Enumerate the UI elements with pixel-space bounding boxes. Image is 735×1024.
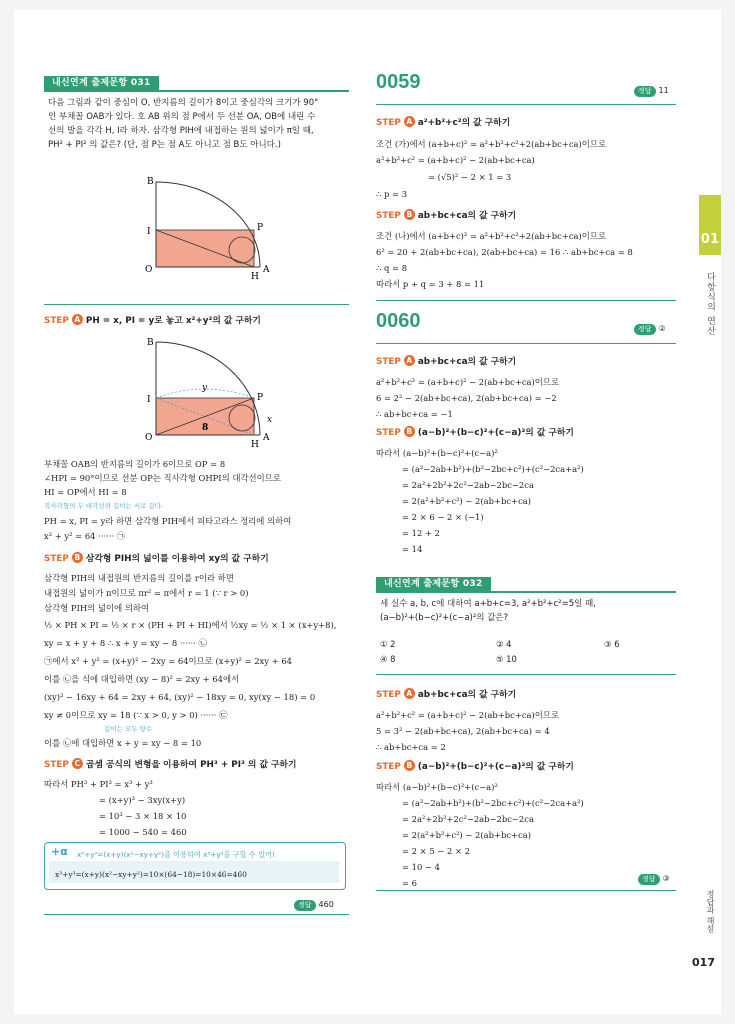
answer-label: 정답 bbox=[294, 900, 316, 911]
tip-title: x³+y³=(x+y)(x²−xy+y²)을 이용하여 x³+y³을 구할 수 있어! bbox=[77, 850, 275, 859]
answer-badge bbox=[638, 872, 670, 886]
solution-line: xy ≠ 0이므로 xy = 18 (∵ x > 0, y > 0) ······ ㉢ bbox=[44, 710, 228, 720]
tip-body: x³+y³=(x+y)(x²−xy+y²)=10×(64−18)=10×46=460 bbox=[55, 870, 247, 879]
step-title: (a−b)²+(b−c)²+(c−a)²의 값 구하기 bbox=[417, 428, 574, 438]
step-b-heading bbox=[376, 760, 574, 775]
step-title: 곱셈 공식의 변형을 이용하여 PH³ + PI³ 의 값 구하기 bbox=[85, 760, 297, 770]
solution-line: 부채꼴 OAB의 반지름의 길이가 6이므로 OP = 8 bbox=[44, 459, 226, 469]
step-letter: A bbox=[72, 314, 83, 325]
solution-line: HI = OP에서 HI = 8 bbox=[44, 487, 127, 497]
solution-line: 이를 ㉡에 대입하면 x + y = xy − 8 = 10 bbox=[44, 738, 202, 748]
solution-line: = 6 bbox=[402, 878, 418, 888]
solution-line: ∴ q = 8 bbox=[376, 263, 408, 273]
answer-value: 460 bbox=[318, 900, 334, 909]
solution-line: = 2 × 6 − 2 × (−1) bbox=[402, 512, 484, 522]
divider bbox=[376, 343, 676, 344]
step-letter: B bbox=[404, 209, 415, 220]
solution-line: a²+b²+c² = (a+b+c)² − 2(ab+bc+ca)이므로 bbox=[376, 710, 560, 720]
question-line: 선의 발을 각각 H, I라 하자. 삼각형 PIH에 내접하는 원의 넓이가 π일 때, bbox=[48, 126, 314, 136]
answer-badge bbox=[634, 322, 666, 336]
solution-line: x² + y² = 64 ······ ㉠ bbox=[44, 531, 126, 541]
solution-line: 6 = 2² − 2(ab+bc+ca), 2(ab+bc+ca) = −2 bbox=[376, 393, 557, 403]
solution-line: 5 = 3² − 2(ab+bc+ca), 2(ab+bc+ca) = 4 bbox=[376, 726, 550, 736]
answer-label: 정답 bbox=[634, 324, 656, 335]
solution-line: = 2a²+2b²+2c²−2ab−2bc−2ca bbox=[402, 480, 534, 490]
figure-sector-2 bbox=[104, 330, 304, 455]
label-A: A bbox=[263, 265, 270, 275]
header-rule bbox=[376, 591, 676, 593]
answer-value: 11 bbox=[658, 86, 669, 95]
step-label: STEP bbox=[376, 428, 401, 438]
side-note: 직사각형의 두 대각선의 길이는 서로 같다. bbox=[44, 502, 164, 510]
step-b-heading bbox=[376, 426, 574, 441]
solution-line: = 14 bbox=[402, 544, 423, 554]
step-letter: B bbox=[72, 552, 83, 563]
step-label: STEP bbox=[376, 357, 401, 367]
solution-line: ∴ ab+bc+ca = −1 bbox=[376, 409, 453, 419]
solution-line: = (a²−2ab+b²)+(b²−2bc+c²)+(c²−2ca+a²) bbox=[402, 464, 584, 474]
step-a-heading bbox=[376, 355, 516, 370]
step-title: a²+b²+c²의 값 구하기 bbox=[417, 118, 511, 128]
tip-box bbox=[44, 842, 346, 890]
choice-2: ② 4 bbox=[496, 639, 512, 649]
solution-line: ∴ p = 3 bbox=[376, 189, 408, 199]
solution-line: = (x+y)³ − 3xy(x+y) bbox=[99, 795, 186, 805]
page-number: 017 bbox=[692, 956, 715, 969]
choice-1: ① 2 bbox=[380, 639, 396, 649]
step-a-heading bbox=[44, 314, 261, 329]
solution-line: 삼각형 PIH의 넓이에 의하여 bbox=[44, 603, 150, 613]
divider bbox=[44, 304, 349, 305]
answer-badge bbox=[634, 84, 669, 98]
solution-line: 따라서 p + q = 3 + 8 = 11 bbox=[376, 279, 485, 289]
step-letter: A bbox=[404, 688, 415, 699]
divider bbox=[376, 674, 676, 675]
step-label: STEP bbox=[44, 760, 69, 770]
label-B: B bbox=[147, 338, 154, 348]
divider bbox=[376, 300, 676, 301]
solution-line: 내접원의 넓이가 π이므로 πr² = π에서 r = 1 (∵ r > 0) bbox=[44, 588, 249, 598]
solution-line: xy = x + y + 8 ∴ x + y = xy − 8 ······ ㉡ bbox=[44, 638, 207, 648]
step-label: STEP bbox=[376, 762, 401, 772]
step-c-heading bbox=[44, 758, 297, 773]
chapter-title: 다항식의 연산 bbox=[705, 272, 715, 336]
step-letter: B bbox=[404, 760, 415, 771]
label-A: A bbox=[263, 433, 270, 443]
solution-line: = 2a²+2b²+2c²−2ab−2bc−2ca bbox=[402, 814, 534, 824]
step-letter: B bbox=[404, 426, 415, 437]
solution-line: = 12 + 2 bbox=[402, 528, 441, 538]
choice-5: ⑤ 10 bbox=[496, 654, 517, 664]
solution-line: ½ × PH × PI = ½ × r × (PH + PI + HI)에서 ½xy = ½ × 1 × (x+y+8), bbox=[44, 620, 337, 630]
step-b-heading bbox=[44, 552, 269, 567]
side-note: 길이는 모두 양수 bbox=[104, 725, 153, 733]
label-O: O bbox=[145, 265, 153, 275]
solution-line: 조건 (나)에서 (a+b+c)² = a²+b²+c²+2(ab+bc+ca)이므로 bbox=[376, 231, 607, 241]
choice-4: ④ 8 bbox=[380, 654, 396, 664]
step-letter: C bbox=[72, 758, 83, 769]
step-title: 삼각형 PIH의 넓이를 이용하여 xy의 값 구하기 bbox=[85, 554, 269, 564]
footer-label: 정답과 해설 bbox=[706, 890, 715, 933]
step-label: STEP bbox=[44, 554, 69, 564]
solution-line: 따라서 PH³ + PI³ = x³ + y³ bbox=[44, 779, 153, 789]
question-line: (a−b)²+(b−c)²+(c−a)²의 값은? bbox=[380, 613, 509, 623]
label-x: x bbox=[267, 415, 273, 425]
step-a-heading bbox=[376, 688, 516, 703]
solution-line: 따라서 (a−b)²+(b−c)²+(c−a)² bbox=[376, 448, 498, 458]
label-I: I bbox=[147, 395, 151, 405]
step-letter: A bbox=[404, 355, 415, 366]
step-title: (a−b)²+(b−c)²+(c−a)²의 값 구하기 bbox=[417, 762, 574, 772]
solution-line: a²+b²+c² = (a+b+c)² − 2(ab+bc+ca)이므로 bbox=[376, 377, 560, 387]
choice-3: ③ 6 bbox=[604, 639, 620, 649]
step-a-heading bbox=[376, 116, 510, 131]
solution-line: 삼각형 PIH의 내접원의 반지름의 길이를 r이라 하면 bbox=[44, 573, 234, 583]
divider bbox=[376, 104, 676, 105]
page bbox=[14, 10, 721, 1014]
divider bbox=[376, 890, 676, 891]
label-H: H bbox=[251, 440, 259, 450]
question-line: 다음 그림과 같이 중심이 O, 반지름의 길이가 8이고 중심각의 크기가 90° bbox=[48, 98, 319, 108]
solution-line: PH = x, PI = y라 하면 삼각형 PIH에서 피타고라스 정리에 의하여 bbox=[44, 516, 292, 526]
label-O: O bbox=[145, 433, 153, 443]
problem-header-031: 내신연계 출제문항 031 bbox=[44, 76, 159, 91]
question-032 bbox=[380, 597, 675, 625]
header-rule bbox=[44, 90, 349, 92]
problem-header-032: 내신연계 출제문항 032 bbox=[376, 577, 491, 592]
problem-number-0060: 0060 bbox=[376, 310, 421, 332]
solution-line: = 10 − 4 bbox=[402, 862, 441, 872]
step-title: ab+bc+ca의 값 구하기 bbox=[417, 357, 517, 367]
label-8: 8 bbox=[202, 423, 209, 433]
step-title: ab+bc+ca의 값 구하기 bbox=[417, 211, 517, 221]
answer-label: 정답 bbox=[638, 874, 660, 885]
solution-line: = 1000 − 540 = 460 bbox=[99, 827, 187, 837]
solution-line: ㉠에서 x² + y² = (x+y)² − 2xy = 64이므로 (x+y)² = 2xy + 64 bbox=[44, 656, 292, 666]
step-label: STEP bbox=[376, 118, 401, 128]
solution-line: 조건 (가)에서 (a+b+c)² = a²+b²+c²+2(ab+bc+ca)이므로 bbox=[376, 139, 607, 149]
solution-line: ∴ ab+bc+ca = 2 bbox=[376, 742, 446, 752]
figure-sector-1 bbox=[104, 162, 294, 292]
answer-value: ③ bbox=[662, 874, 670, 883]
solution-line: = 2(a²+b²+c²) − 2(ab+bc+ca) bbox=[402, 830, 532, 840]
divider bbox=[44, 914, 349, 915]
problem-number-0059: 0059 bbox=[376, 71, 421, 93]
solution-line: = 2 × 5 − 2 × 2 bbox=[402, 846, 471, 856]
step-title: PH = x, PI = y로 놓고 x²+y²의 값 구하기 bbox=[85, 316, 261, 326]
step-letter: A bbox=[404, 116, 415, 127]
solution-line: = (a²−2ab+b²)+(b²−2bc+c²)+(c²−2ca+a²) bbox=[402, 798, 584, 808]
solution-line: (xy)² − 16xy + 64 = 2xy + 64, (xy)² − 18xy = 0, xy(xy − 18) = 0 bbox=[44, 692, 316, 702]
answer-badge bbox=[294, 898, 334, 912]
solution-line: = (√5)² − 2 × 1 = 3 bbox=[428, 172, 512, 182]
solution-line: = 2(a²+b²+c²) − 2(ab+bc+ca) bbox=[402, 496, 532, 506]
step-label: STEP bbox=[376, 690, 401, 700]
label-P: P bbox=[257, 393, 264, 403]
solution-line: a²+b²+c² = (a+b+c)² − 2(ab+bc+ca) bbox=[376, 155, 535, 165]
question-031 bbox=[48, 96, 348, 152]
answer-label: 정답 bbox=[634, 86, 656, 97]
solution-line: 이를 ㉡을 식에 대입하면 (xy − 8)² = 2xy + 64에서 bbox=[44, 674, 240, 684]
solution-line: = 10³ − 3 × 18 × 10 bbox=[99, 811, 187, 821]
label-y: y bbox=[202, 383, 208, 393]
solution-line: ∠HPI = 90°이므로 선분 OP는 직사각형 OHPI의 대각선이므로 bbox=[44, 473, 281, 483]
question-line: 세 실수 a, b, c에 대하여 a+b+c=3, a²+b²+c²=5일 때, bbox=[380, 599, 596, 609]
label-H: H bbox=[251, 272, 259, 282]
chapter-number: 01 bbox=[700, 232, 719, 247]
step-label: STEP bbox=[376, 211, 401, 221]
label-P: P bbox=[257, 223, 264, 233]
step-label: STEP bbox=[44, 316, 69, 326]
solution-line: 6² = 20 + 2(ab+bc+ca), 2(ab+bc+ca) = 16 ∴ ab+bc+ca = 8 bbox=[376, 247, 633, 257]
answer-value: ② bbox=[658, 324, 666, 333]
step-title: ab+bc+ca의 값 구하기 bbox=[417, 690, 517, 700]
tip-head: +α bbox=[51, 845, 68, 858]
label-I: I bbox=[147, 227, 151, 237]
solution-line: 따라서 (a−b)²+(b−c)²+(c−a)² bbox=[376, 782, 498, 792]
question-line: 인 부채꼴 OAB가 있다. 호 AB 위의 점 P에서 두 선분 OA, OB에 내린 수 bbox=[48, 112, 316, 122]
question-line: PH² + PI² 의 값은? (단, 점 P는 점 A도 아니고 점 B도 아니다.) bbox=[48, 140, 281, 150]
label-B: B bbox=[147, 177, 154, 187]
step-b-heading bbox=[376, 209, 516, 224]
